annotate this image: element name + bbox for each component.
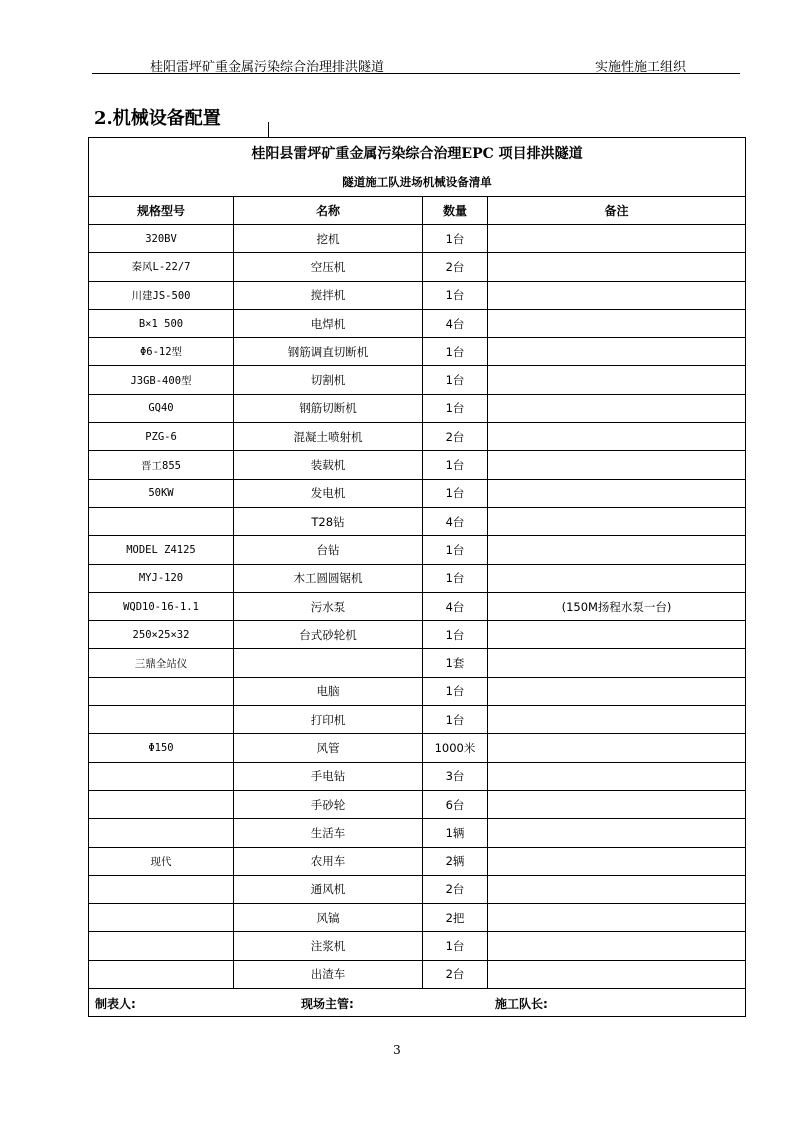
cell-name: 装载机 bbox=[234, 451, 423, 479]
cell-name: 台式砂轮机 bbox=[234, 621, 423, 649]
cell-spec: PZG-6 bbox=[89, 423, 234, 451]
cell-spec: GQ40 bbox=[89, 394, 234, 422]
column-header-qty: 数量 bbox=[423, 197, 488, 225]
cell-note bbox=[488, 790, 746, 818]
cell-qty: 1台 bbox=[423, 536, 488, 564]
cell-spec: 现代 bbox=[89, 847, 234, 875]
cell-spec: MYJ-120 bbox=[89, 564, 234, 592]
column-header-spec: 规格型号 bbox=[89, 197, 234, 225]
cell-spec bbox=[89, 904, 234, 932]
cell-name: 风管 bbox=[234, 734, 423, 762]
cell-note bbox=[488, 253, 746, 281]
cell-note bbox=[488, 649, 746, 677]
cell-qty: 1台 bbox=[423, 677, 488, 705]
table-row bbox=[89, 649, 746, 677]
table-row bbox=[89, 309, 746, 337]
table-row bbox=[89, 451, 746, 479]
table-row bbox=[89, 592, 746, 620]
cell-spec: 250×25×32 bbox=[89, 621, 234, 649]
cell-name: 挖机 bbox=[234, 225, 423, 253]
cell-qty: 6台 bbox=[423, 790, 488, 818]
cell-note bbox=[488, 734, 746, 762]
cell-name: 通风机 bbox=[234, 875, 423, 903]
table-row bbox=[89, 932, 746, 960]
cell-name: 出渣车 bbox=[234, 960, 423, 988]
cell-name: 打印机 bbox=[234, 706, 423, 734]
table-subtitle: 隧道施工队进场机械设备清单 bbox=[89, 168, 746, 197]
cell-qty: 1台 bbox=[423, 338, 488, 366]
table-row bbox=[89, 847, 746, 875]
cell-qty: 1台 bbox=[423, 281, 488, 309]
cell-name: 木工圆圆锯机 bbox=[234, 564, 423, 592]
table-title: 桂阳县雷坪矿重金属污染综合治理EPC 项目排洪隧道 bbox=[89, 138, 746, 169]
cell-qty: 2台 bbox=[423, 423, 488, 451]
cell-name: 切割机 bbox=[234, 366, 423, 394]
cell-note bbox=[488, 847, 746, 875]
table-row bbox=[89, 253, 746, 281]
table-row bbox=[89, 960, 746, 988]
cell-qty: 1辆 bbox=[423, 819, 488, 847]
cell-spec bbox=[89, 790, 234, 818]
running-header-section: 实施性施工组织 bbox=[595, 60, 687, 75]
cell-name: 空压机 bbox=[234, 253, 423, 281]
cell-spec: 秦风L-22/7 bbox=[89, 253, 234, 281]
cell-name: 农用车 bbox=[234, 847, 423, 875]
cell-name: 钢筋调直切断机 bbox=[234, 338, 423, 366]
cell-qty: 2台 bbox=[423, 960, 488, 988]
cell-note bbox=[488, 507, 746, 535]
cell-name: 生活车 bbox=[234, 819, 423, 847]
cell-name: T28钻 bbox=[234, 507, 423, 535]
cell-name: 搅拌机 bbox=[234, 281, 423, 309]
table-title-row bbox=[89, 138, 746, 169]
cell-name: 发电机 bbox=[234, 479, 423, 507]
cell-name bbox=[234, 649, 423, 677]
cell-note bbox=[488, 819, 746, 847]
cell-spec: 320BV bbox=[89, 225, 234, 253]
cell-note bbox=[488, 960, 746, 988]
cell-spec bbox=[89, 819, 234, 847]
running-header-title: 桂阳雷坪矿重金属污染综合治理排洪隧道 bbox=[150, 60, 385, 75]
cell-spec: J3GB-400型 bbox=[89, 366, 234, 394]
cell-qty: 1台 bbox=[423, 932, 488, 960]
table-row bbox=[89, 875, 746, 903]
cell-spec: Φ6-12型 bbox=[89, 338, 234, 366]
cell-qty: 1台 bbox=[423, 706, 488, 734]
cell-qty: 2辆 bbox=[423, 847, 488, 875]
cell-name: 注浆机 bbox=[234, 932, 423, 960]
cell-name: 风镐 bbox=[234, 904, 423, 932]
signature-row bbox=[89, 989, 746, 1017]
cell-name: 手砂轮 bbox=[234, 790, 423, 818]
cell-qty: 1台 bbox=[423, 394, 488, 422]
cell-qty: 1台 bbox=[423, 621, 488, 649]
cell-spec: 三鼎全站仪 bbox=[89, 649, 234, 677]
table-row bbox=[89, 338, 746, 366]
header-divider bbox=[92, 73, 740, 74]
table-row bbox=[89, 423, 746, 451]
section-heading: 2.机械设备配置 bbox=[94, 108, 221, 129]
table-row bbox=[89, 225, 746, 253]
table-row bbox=[89, 281, 746, 309]
cell-spec bbox=[89, 507, 234, 535]
table-row bbox=[89, 677, 746, 705]
cell-note bbox=[488, 225, 746, 253]
cell-spec: Φ150 bbox=[89, 734, 234, 762]
cell-qty: 2台 bbox=[423, 253, 488, 281]
cell-note bbox=[488, 875, 746, 903]
cell-name: 电脑 bbox=[234, 677, 423, 705]
cell-spec: 50KW bbox=[89, 479, 234, 507]
cell-note bbox=[488, 564, 746, 592]
cell-note bbox=[488, 338, 746, 366]
cell-spec: MODEL Z4125 bbox=[89, 536, 234, 564]
cell-qty: 1台 bbox=[423, 225, 488, 253]
cell-qty: 4台 bbox=[423, 507, 488, 535]
cell-note bbox=[488, 451, 746, 479]
cell-note: (150M扬程水泵一台) bbox=[488, 592, 746, 620]
cell-note bbox=[488, 309, 746, 337]
cell-note bbox=[488, 281, 746, 309]
cell-note bbox=[488, 394, 746, 422]
cell-note bbox=[488, 536, 746, 564]
cell-note bbox=[488, 904, 746, 932]
cell-spec bbox=[89, 932, 234, 960]
column-header-name: 名称 bbox=[234, 197, 423, 225]
cell-spec bbox=[89, 762, 234, 790]
cell-name: 钢筋切断机 bbox=[234, 394, 423, 422]
cell-qty: 4台 bbox=[423, 592, 488, 620]
cell-qty: 2把 bbox=[423, 904, 488, 932]
cell-note bbox=[488, 762, 746, 790]
cell-name: 电焊机 bbox=[234, 309, 423, 337]
table-row bbox=[89, 507, 746, 535]
cell-note bbox=[488, 932, 746, 960]
table-row bbox=[89, 366, 746, 394]
cell-qty: 4台 bbox=[423, 309, 488, 337]
table-row bbox=[89, 479, 746, 507]
cell-note bbox=[488, 706, 746, 734]
table-row bbox=[89, 621, 746, 649]
table-row bbox=[89, 790, 746, 818]
page-number: 3 bbox=[393, 1043, 401, 1057]
table-row bbox=[89, 734, 746, 762]
cell-spec bbox=[89, 875, 234, 903]
text-cursor bbox=[268, 122, 269, 138]
cell-qty: 3台 bbox=[423, 762, 488, 790]
cell-qty: 1台 bbox=[423, 479, 488, 507]
cell-note bbox=[488, 677, 746, 705]
cell-note bbox=[488, 621, 746, 649]
table-row bbox=[89, 762, 746, 790]
column-header-row bbox=[89, 197, 746, 225]
cell-note bbox=[488, 479, 746, 507]
cell-qty: 1台 bbox=[423, 451, 488, 479]
column-header-note: 备注 bbox=[488, 197, 746, 225]
cell-name: 污水泵 bbox=[234, 592, 423, 620]
cell-spec bbox=[89, 706, 234, 734]
cell-note bbox=[488, 366, 746, 394]
cell-qty: 1000米 bbox=[423, 734, 488, 762]
cell-qty: 1台 bbox=[423, 564, 488, 592]
table-row bbox=[89, 706, 746, 734]
signature-cell bbox=[89, 989, 746, 1017]
cell-spec: 晋工855 bbox=[89, 451, 234, 479]
prepared-by-label: 制表人: bbox=[95, 997, 136, 1012]
cell-name: 台钻 bbox=[234, 536, 423, 564]
cell-note bbox=[488, 423, 746, 451]
table-row bbox=[89, 564, 746, 592]
equipment-table bbox=[88, 137, 746, 1017]
cell-spec: B×1 500 bbox=[89, 309, 234, 337]
table-row bbox=[89, 904, 746, 932]
cell-name: 混凝土喷射机 bbox=[234, 423, 423, 451]
cell-spec bbox=[89, 677, 234, 705]
cell-spec: WQD10-16-1.1 bbox=[89, 592, 234, 620]
cell-qty: 1台 bbox=[423, 366, 488, 394]
cell-spec bbox=[89, 960, 234, 988]
cell-spec: 川建JS-500 bbox=[89, 281, 234, 309]
site-supervisor-label: 现场主管: bbox=[301, 997, 354, 1012]
table-row bbox=[89, 536, 746, 564]
table-row bbox=[89, 819, 746, 847]
cell-name: 手电钻 bbox=[234, 762, 423, 790]
table-row bbox=[89, 394, 746, 422]
cell-qty: 2台 bbox=[423, 875, 488, 903]
cell-qty: 1套 bbox=[423, 649, 488, 677]
team-leader-label: 施工队长: bbox=[495, 997, 548, 1012]
table-subtitle-row bbox=[89, 168, 746, 197]
